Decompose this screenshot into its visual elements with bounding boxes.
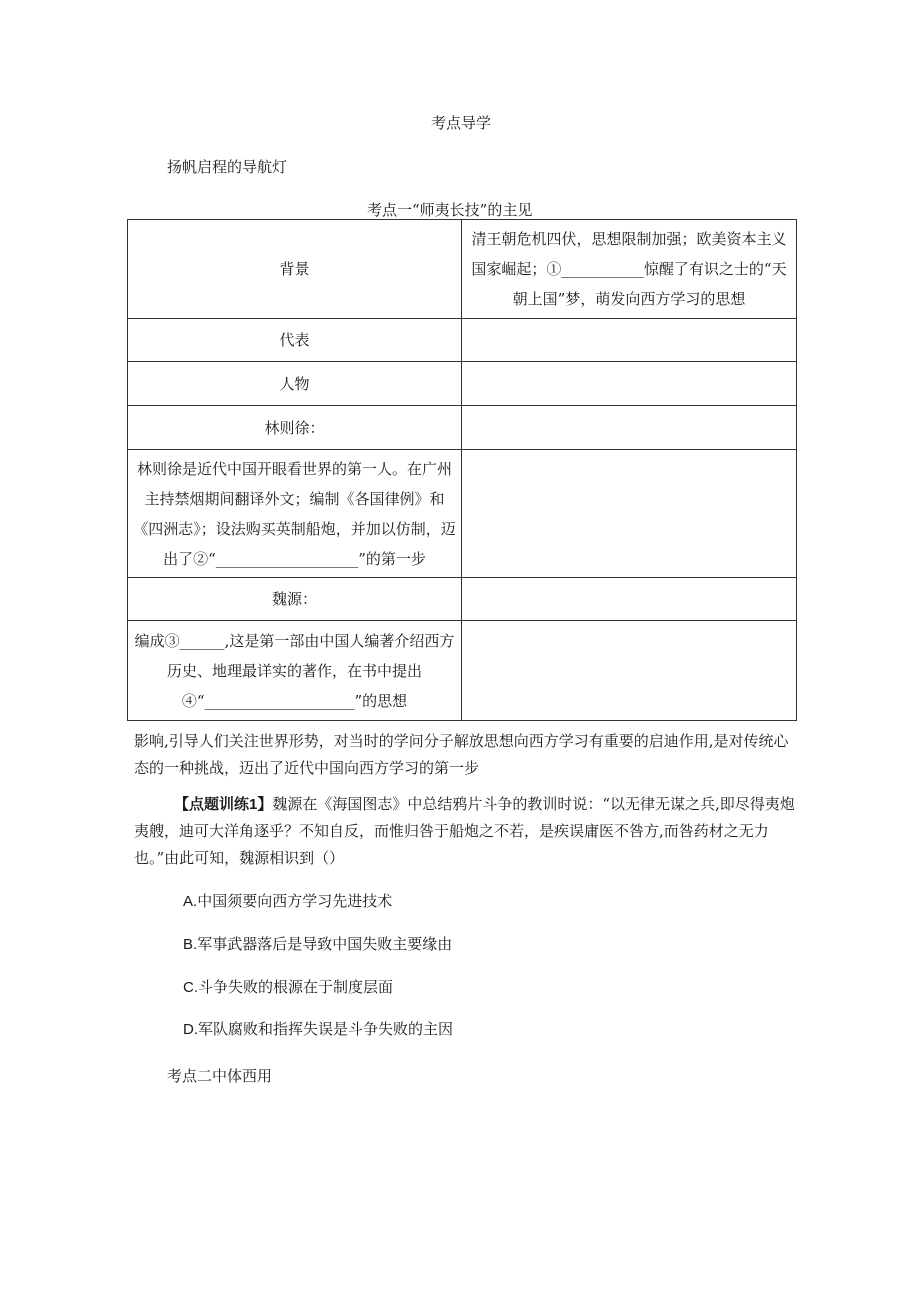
lin-cell: [128, 450, 462, 578]
wei-text: 编成③______,这是第一部由中国人编著介绍西方历史、地理最详实的著作，在书中提出④“____________________”的思想: [134, 631, 455, 710]
option-b[interactable]: [183, 933, 452, 954]
lin-text: 林则徐是近代中国开眼看世界的第一人。在广州主持禁烟期间翻译外文；编制《各国律例》和《四洲志》；设法购买英制船炮，并加以仿制，迈出了②“___________________”的第一步: [133, 459, 456, 568]
exercise-paragraph: [134, 791, 796, 872]
people-empty-cell: [462, 362, 797, 406]
page-subtitle: 扬帆启程的导航灯: [167, 158, 288, 176]
knowledge-table: [127, 219, 797, 721]
section2-title: 考点二中体西用: [167, 1067, 273, 1085]
people-label: 人物: [128, 362, 462, 406]
page-title: 考点导学: [431, 114, 492, 132]
option-c[interactable]: [183, 976, 393, 997]
lin-label: 林则徐：: [128, 406, 462, 450]
wei-empty-cell: [462, 578, 797, 621]
influence-paragraph: 影响,引导人们关注世界形势，对当时的学问分子解放思想向西方学习有重要的启迪作用,是对传统心态的一种挑战，迈出了近代中国向西方学习的第一步: [134, 732, 789, 777]
option-a-text: 中国须要向西方学习先进技术: [197, 892, 393, 910]
option-a[interactable]: [183, 890, 392, 911]
option-b-text: 军事武器落后是导致中国失败主要缘由: [197, 935, 453, 953]
lin-text-empty-cell: [462, 450, 797, 578]
background-label: 背景: [128, 220, 462, 319]
exercise-text: 魏源在《海国图志》中总结鸦片斗争的教训时说：“以无律无谋之兵,即尽得夷炮夷艘，迪可大洋角逐乎？不知自反，而惟归咎于船炮之不若，是疾误庸医不咎方,而咎药材之无力也。”由此可知，魏源相识到（）: [134, 795, 795, 867]
background-cell: [462, 220, 797, 319]
background-text: 清王朝危机四伏，思想限制加强；欧美资本主义国家崛起；①___________惊醒了有识之士的“天朝上国”梦，萌发向西方学习的思想: [471, 230, 787, 308]
option-d-text: 军队腐败和指挥失误是斗争失败的主因: [198, 1020, 454, 1038]
wei-label: 魏源：: [128, 578, 462, 621]
option-d[interactable]: [183, 1018, 453, 1039]
option-b-letter: B.: [183, 936, 198, 953]
option-c-text: 斗争失败的根源在于制度层面: [198, 978, 394, 996]
rep-empty-cell: [462, 319, 797, 362]
option-d-letter: D.: [183, 1021, 198, 1038]
rep-label: 代表: [128, 319, 462, 362]
wei-text-empty-cell: [462, 621, 797, 721]
option-c-letter: C.: [183, 979, 198, 996]
option-a-letter: A.: [183, 893, 198, 910]
wei-cell: [128, 621, 462, 721]
exercise-tag: 【点题训练1】: [174, 796, 273, 813]
lin-empty-cell: [462, 406, 797, 450]
section1-title: 考点一“师夷长技”的主见: [367, 201, 533, 219]
